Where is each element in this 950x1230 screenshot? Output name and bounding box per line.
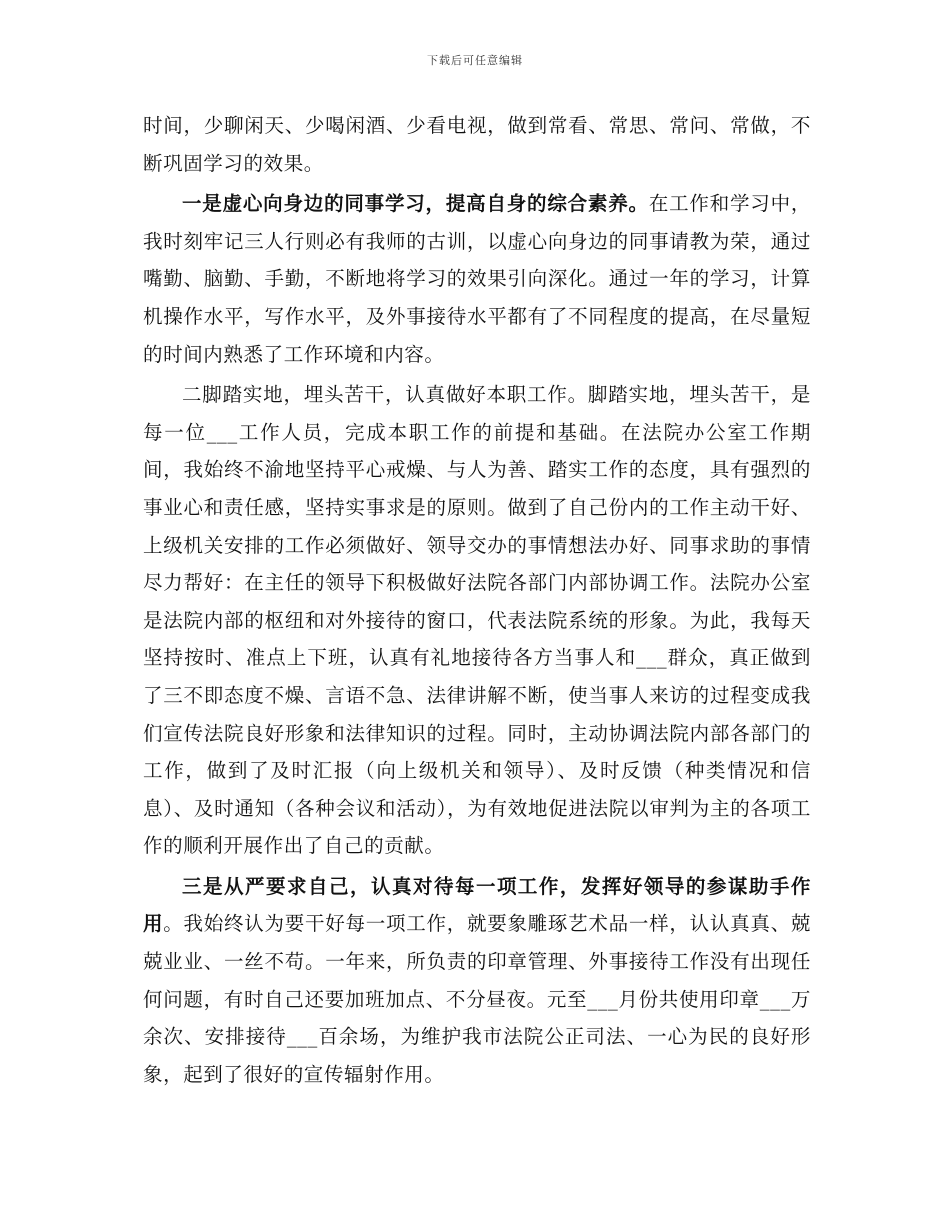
paragraph-2-text: 在工作和学习中，我时刻牢记三人行则必有我师的古训，以虚心向身边的同事请教为荣，通过嘴勤、脑勤、手勤，不断地将学习的效果引向深化。通过一年的学习，计算机操作水平，写作水平，及外事接待水平都有了不同程度的提高，在尽量短的时间内熟悉了工作环境和内容。 [143,192,811,366]
paragraph-2 [143,185,811,373]
document-body [143,107,811,1096]
paragraph-1-text: 时间，少聊闲天、少喝闲酒、少看电视，做到常看、常思、常问、常做，不断巩固学习的效果。 [143,114,811,175]
paragraph-1 [143,107,811,182]
paragraph-4-text: 。我始终认为要干好每一项工作，就要象雕琢艺术品一样，认认真真、兢兢业业、一丝不苟。一年来，所负责的印章管理、外事接待工作没有出现任何问题，有时自己还要加班加点、不分昼夜。元至___月份共使用印章___万余次、安排接待___百余场，为维护我市法院公正司法、一心为民的良好形象，起到了很好的宣传辐射作用。 [143,912,811,1086]
paragraph-4 [143,868,811,1094]
paragraph-3-text: 二脚踏实地，埋头苦干，认真做好本职工作。脚踏实地，埋头苦干，是每一位___工作人员，完成本职工作的前提和基础。在法院办公室工作期间，我始终不渝地坚持平心戒燥、与人为善、踏实工作的态度，具有强烈的事业心和责任感，坚持实事求是的原则。做到了自己份内的工作主动干好、上级机关安排的工作必须做好、领导交办的事情想法办好、同事求助的事情尽力帮好：在主任的领导下积极做好法院各部门内部协调工作。法院办公室是法院内部的枢纽和对外接待的窗口，代表法院系统的形象。为此，我每天坚持按时、准点上下班，认真有礼地接待各方当事人和___群众，真正做到了三不即态度不燥、言语不急、法律讲解不断，使当事人来访的过程变成我们宣传法院良好形象和法律知识的过程。同时，主动协调法院内部各部门的工作，做到了及时汇报（向上级机关和领导）、及时反馈（种类情况和信息）、及时通知（各种会议和活动），为有效地促进法院以审判为主的各项工作的顺利开展作出了自己的贡献。 [143,383,811,858]
paragraph-2-lead: 一是虚心向身边的同事学习，提高自身的综合素养。 [182,192,649,216]
paragraph-4-lead: 三是从严要求自己，认真对待每一项工作，发挥好领导的参谋助手作用 [143,874,811,936]
paragraph-3 [143,376,811,865]
page-header: 下载后可任意编辑 [427,54,523,67]
